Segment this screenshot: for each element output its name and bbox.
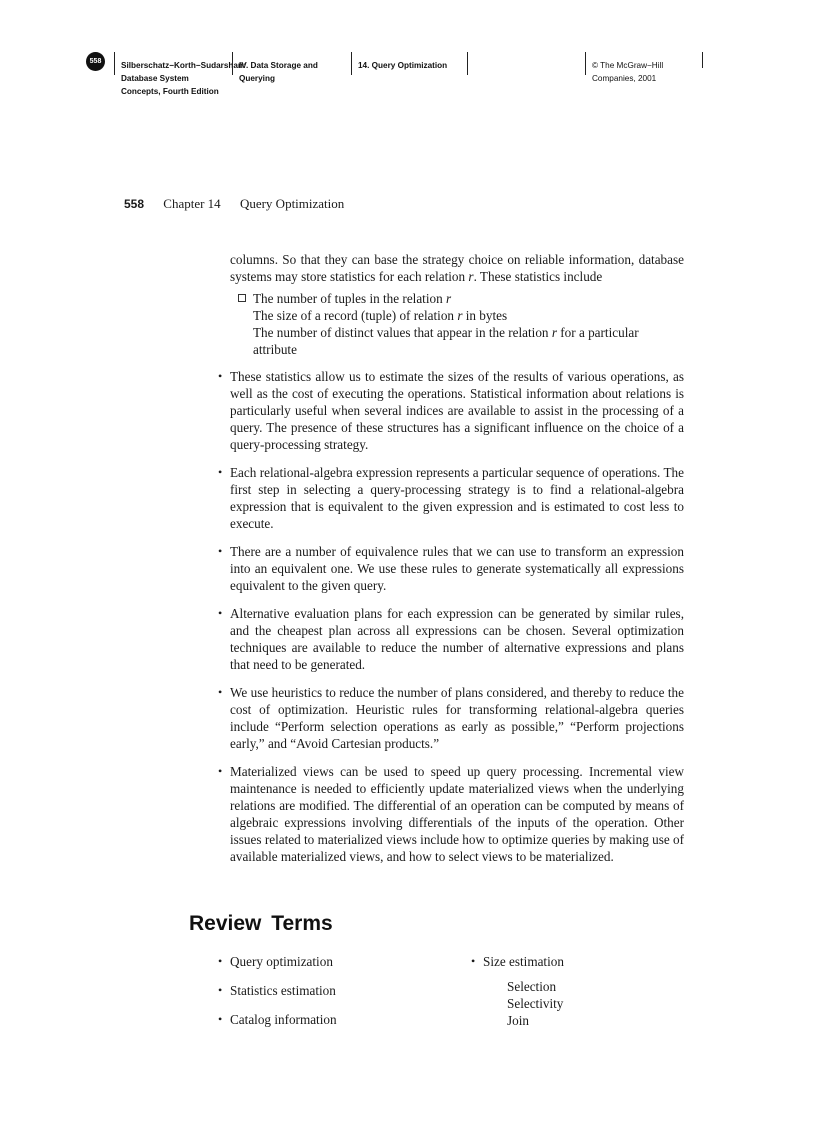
intro-paragraph xyxy=(230,251,684,285)
header-copyright-line: Companies, 2001 xyxy=(592,74,657,83)
intro-variable: r xyxy=(468,269,474,284)
header-copyright-line: © The McGraw−Hill xyxy=(592,61,664,70)
summary-bullet xyxy=(218,368,684,453)
statistics-list xyxy=(238,290,684,358)
header-book-line: Concepts, Fourth Edition xyxy=(121,87,219,96)
running-head xyxy=(124,196,344,212)
running-head-page-number: 558 xyxy=(124,197,145,211)
review-term xyxy=(218,1011,337,1028)
review-term xyxy=(218,953,337,970)
summary-bullet xyxy=(218,605,684,673)
review-term-text: Catalog information xyxy=(230,1012,337,1027)
bullet-icon: • xyxy=(218,983,223,997)
page-number-badge: 558 xyxy=(86,52,105,71)
summary-bullet-text: Materialized views can be used to speed up query processing. Incremental view maintenance is needed to efficiently update materialized views when the underlying relations are modified. The differential of an operation can be computed by means of algebraic expressions involving differentials of the inputs of the operation. Other issues related to materialized views include how to optimize queries by making use of available materialized views, and how to select views to be materialized. xyxy=(230,764,684,864)
review-term-text: Size estimation xyxy=(483,954,564,969)
running-head-chapter: Chapter 14 xyxy=(163,196,221,211)
bullet-icon: • xyxy=(218,685,223,699)
stat-text-tail: in bytes xyxy=(462,308,508,323)
review-term-text: Query optimization xyxy=(230,954,333,969)
summary-bullet xyxy=(218,464,684,532)
review-term xyxy=(471,953,564,970)
header-book-line: Silberschatz−Korth−Sudarshan: xyxy=(121,61,246,70)
stat-variable: r xyxy=(457,308,463,323)
review-term xyxy=(218,982,337,999)
header-copyright xyxy=(585,52,664,83)
header-book-line: Database System xyxy=(121,74,189,83)
stat-text-tail: for a particular attribute xyxy=(253,325,639,357)
header-chapter-line: 14. Query Optimization xyxy=(358,61,448,70)
review-term-text: Statistics estimation xyxy=(230,983,336,998)
header-part-line: Querying xyxy=(239,74,275,83)
review-terms-right-column xyxy=(471,953,564,1029)
statistics-item xyxy=(238,290,684,307)
summary-bullet xyxy=(218,543,684,594)
review-terms-left-column xyxy=(218,953,337,1040)
checkbox-square-icon xyxy=(238,294,246,302)
review-subterm: Selection xyxy=(507,979,557,994)
header-part-line: IV. Data Storage and xyxy=(239,61,318,70)
header-book-title xyxy=(114,52,246,96)
review-terms-heading: Review Terms xyxy=(189,912,333,935)
bullet-icon: • xyxy=(218,369,223,383)
statistics-item xyxy=(238,324,684,358)
summary-bullet-text: Each relational-algebra expression represents a particular sequence of operations. The first step in selecting a query-processing strategy is to find a relational-algebra expression that is equivalent to the given expression and is estimated to cost less to execute. xyxy=(230,465,684,531)
header-empty-cell xyxy=(467,52,584,75)
intro-text: columns. So that they can base the strategy choice on reliable information, database systems may store statistics for each relation xyxy=(230,252,684,284)
stat-text: The size of a record (tuple) of relation xyxy=(253,308,458,323)
bullet-icon: • xyxy=(471,954,476,968)
running-head-section: Query Optimization xyxy=(239,196,345,211)
bullet-icon: • xyxy=(218,465,223,479)
review-subterm: Selectivity xyxy=(507,996,564,1011)
stat-variable: r xyxy=(446,291,452,306)
bullet-icon: • xyxy=(218,544,223,558)
review-subterm: Join xyxy=(507,1013,529,1028)
intro-text-tail: . These statistics include xyxy=(473,269,603,284)
summary-bullet-list xyxy=(218,368,684,865)
summary-bullet-text: These statistics allow us to estimate the sizes of the results of various operations, as well as the cost of executing the operations. Statistical information about relations is particularly useful when several indices are available to assist in the processing of a query. The presence of these structures has a significant influence on the choice of a query-processing strategy. xyxy=(230,369,684,452)
bullet-icon: • xyxy=(218,1012,223,1026)
summary-bullet xyxy=(218,763,684,865)
bullet-icon: • xyxy=(218,764,223,778)
summary-bullet-text: There are a number of equivalence rules that we can use to transform an expression into an equivalent one. We use these rules to generate systematically all expressions equivalent to the given query. xyxy=(230,544,684,593)
bullet-icon: • xyxy=(218,954,223,968)
header-part-title xyxy=(232,52,318,83)
summary-bullet-text: Alternative evaluation plans for each expression can be generated by similar rules, and the cheapest plan across all expressions can be chosen. Several optimization techniques are available to reduce the number of alternative expressions and plans that need to be generated. xyxy=(230,606,684,672)
summary-body xyxy=(218,251,684,876)
stat-text: The number of distinct values that appear in the relation xyxy=(253,325,552,340)
header-chapter-title xyxy=(351,52,447,75)
review-subterms xyxy=(507,978,564,1029)
statistics-item xyxy=(238,307,684,324)
header-divider xyxy=(702,52,703,68)
summary-bullet-text: We use heuristics to reduce the number of plans considered, and thereby to reduce the cost of optimization. Heuristic rules for transforming relational-algebra queries include “Perform selection operations as early as possible,” “Perform projections early,” and “Avoid Cartesian products.” xyxy=(230,685,684,751)
bullet-icon: • xyxy=(218,606,223,620)
stat-variable: r xyxy=(551,325,557,340)
summary-bullet xyxy=(218,684,684,752)
stat-text: The number of tuples in the relation xyxy=(253,291,446,306)
